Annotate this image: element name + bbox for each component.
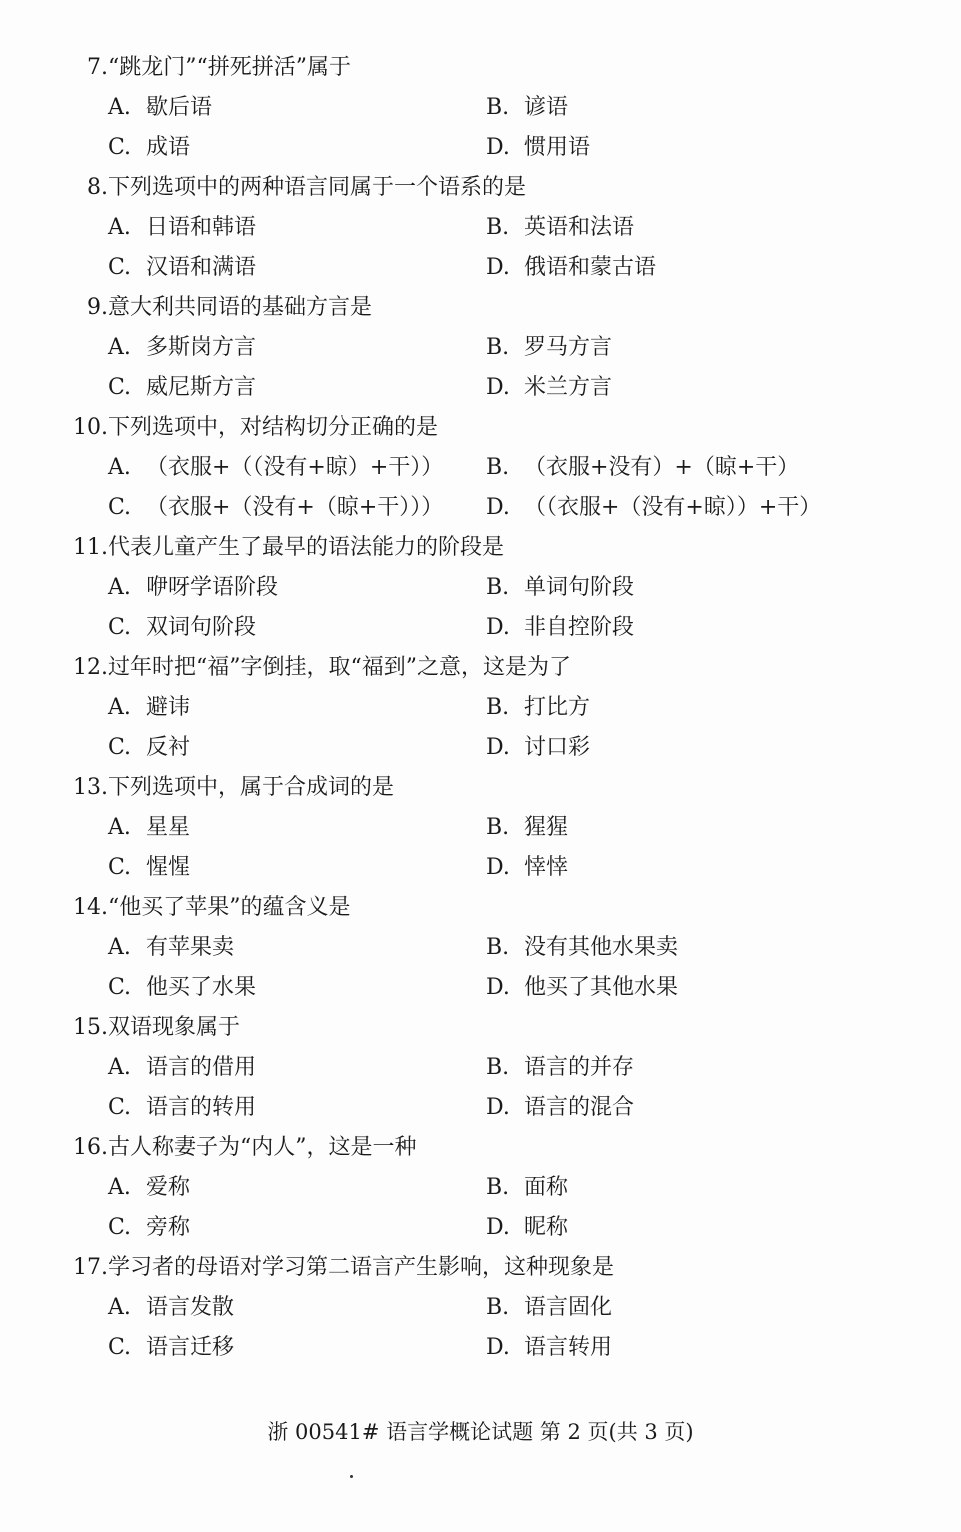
option-text: 语言迁移 <box>146 1335 235 1360</box>
option-c <box>62 128 486 168</box>
option-text: 语言的并存 <box>524 1055 635 1080</box>
option-letter: C. <box>108 615 132 640</box>
option-a <box>62 688 486 728</box>
option-b <box>486 568 886 608</box>
question-stem <box>62 648 902 688</box>
option-row <box>62 248 902 288</box>
question-text: 过年时把“福”字倒挂，取“福到”之意，这是为了 <box>108 655 571 680</box>
option-row <box>62 928 902 968</box>
question-number: 11. <box>73 535 108 560</box>
option-letter: A. <box>108 95 131 120</box>
option-text: 多斯岗方言 <box>146 335 257 360</box>
option-text: 悻悻 <box>524 855 569 880</box>
question-list <box>62 48 902 1368</box>
question-text: 代表儿童产生了最早的语法能力的阶段是 <box>108 535 505 560</box>
question-text: 下列选项中，属于合成词的是 <box>108 775 395 800</box>
option-row <box>62 128 902 168</box>
question-item <box>62 528 902 648</box>
question-text: 双语现象属于 <box>108 1015 241 1040</box>
option-a <box>62 328 486 368</box>
option-letter: D. <box>486 1335 510 1360</box>
question-item <box>62 1248 902 1368</box>
option-b <box>486 328 886 368</box>
option-text: 有苹果卖 <box>146 935 235 960</box>
option-letter: D. <box>486 495 510 520</box>
question-number: 12. <box>73 655 108 680</box>
option-b <box>486 688 886 728</box>
option-letter: B. <box>486 1295 510 1320</box>
option-a <box>62 928 486 968</box>
option-text: 汉语和满语 <box>146 255 257 280</box>
option-letter: D. <box>486 735 510 760</box>
option-row <box>62 448 902 488</box>
option-letter: A. <box>108 575 131 600</box>
question-number: 8. <box>87 175 108 200</box>
option-text: 非自控阶段 <box>524 615 635 640</box>
option-b <box>486 448 886 488</box>
option-text: 俄语和蒙古语 <box>524 255 657 280</box>
option-letter: A. <box>108 215 131 240</box>
option-d <box>486 1208 886 1248</box>
question-stem <box>62 1008 902 1048</box>
option-text: 双词句阶段 <box>146 615 257 640</box>
option-letter: B. <box>486 695 510 720</box>
question-stem <box>62 48 902 88</box>
option-d <box>486 728 886 768</box>
option-letter: D. <box>486 1215 510 1240</box>
option-a <box>62 1168 486 1208</box>
option-row <box>62 328 902 368</box>
option-text: 昵称 <box>524 1215 569 1240</box>
option-letter: B. <box>486 215 510 240</box>
option-letter: B. <box>486 1175 510 1200</box>
option-text: 语言的借用 <box>146 1055 257 1080</box>
option-c <box>62 968 486 1008</box>
question-stem <box>62 888 902 928</box>
option-letter: C. <box>108 975 132 1000</box>
option-text: 星星 <box>146 815 191 840</box>
option-letter: A. <box>108 1295 131 1320</box>
option-row <box>62 1328 902 1368</box>
option-b <box>486 88 886 128</box>
option-text: （（衣服+（没有+晾））+干） <box>524 495 822 520</box>
option-text: 惯用语 <box>524 135 591 160</box>
option-text: 威尼斯方言 <box>146 375 257 400</box>
question-stem <box>62 168 902 208</box>
option-text: 语言的转用 <box>146 1095 257 1120</box>
option-c <box>62 248 486 288</box>
option-row <box>62 968 902 1008</box>
option-row <box>62 568 902 608</box>
option-a <box>62 568 486 608</box>
option-c <box>62 488 486 528</box>
question-text: 意大利共同语的基础方言是 <box>108 295 373 320</box>
question-number: 14. <box>73 895 108 920</box>
question-text: 下列选项中的两种语言同属于一个语系的是 <box>108 175 527 200</box>
option-d <box>486 368 886 408</box>
question-number: 15. <box>73 1015 108 1040</box>
question-item <box>62 48 902 168</box>
option-b <box>486 208 886 248</box>
question-text: “他买了苹果”的蕴含义是 <box>108 895 351 920</box>
option-d <box>486 848 886 888</box>
option-text: 成语 <box>146 135 191 160</box>
question-stem <box>62 408 902 448</box>
option-letter: C. <box>108 375 132 400</box>
question-text: 学习者的母语对学习第二语言产生影响，这种现象是 <box>108 1255 615 1280</box>
option-text: 讨口彩 <box>524 735 591 760</box>
option-c <box>62 1328 486 1368</box>
option-c <box>62 848 486 888</box>
option-letter: C. <box>108 135 132 160</box>
option-text: 没有其他水果卖 <box>524 935 679 960</box>
option-letter: C. <box>108 1215 132 1240</box>
option-letter: A. <box>108 455 131 480</box>
option-b <box>486 1288 886 1328</box>
option-letter: D. <box>486 975 510 1000</box>
option-c <box>62 728 486 768</box>
question-item <box>62 288 902 408</box>
option-letter: C. <box>108 255 132 280</box>
option-d <box>486 248 886 288</box>
option-text: 语言发散 <box>146 1295 235 1320</box>
option-text: （衣服+（没有+（晾+干））） <box>146 495 444 520</box>
question-stem <box>62 288 902 328</box>
question-item <box>62 648 902 768</box>
option-letter: D. <box>486 615 510 640</box>
option-a <box>62 208 486 248</box>
option-a <box>62 1048 486 1088</box>
option-letter: A. <box>108 1175 131 1200</box>
question-number: 17. <box>73 1255 108 1280</box>
option-b <box>486 808 886 848</box>
option-text: （衣服+没有）+（晾+干） <box>524 455 800 480</box>
option-letter: D. <box>486 855 510 880</box>
option-letter: A. <box>108 335 131 360</box>
option-row <box>62 88 902 128</box>
option-row <box>62 1048 902 1088</box>
question-number: 13. <box>73 775 108 800</box>
option-row <box>62 1168 902 1208</box>
option-a <box>62 1288 486 1328</box>
option-text: 猩猩 <box>524 815 569 840</box>
option-letter: A. <box>108 815 131 840</box>
option-d <box>486 128 886 168</box>
question-stem <box>62 1248 902 1288</box>
option-text: 他买了水果 <box>146 975 257 1000</box>
question-text: 下列选项中，对结构切分正确的是 <box>108 415 439 440</box>
option-a <box>62 448 486 488</box>
option-row <box>62 728 902 768</box>
option-letter: C. <box>108 1095 132 1120</box>
question-number: 7. <box>87 55 108 80</box>
question-stem <box>62 768 902 808</box>
option-text: 旁称 <box>146 1215 191 1240</box>
option-letter: A. <box>108 695 131 720</box>
question-item <box>62 888 902 1008</box>
option-row <box>62 488 902 528</box>
option-text: 歇后语 <box>146 95 213 120</box>
option-c <box>62 1088 486 1128</box>
question-item <box>62 408 902 528</box>
option-text: 语言固化 <box>524 1295 613 1320</box>
option-letter: C. <box>108 855 132 880</box>
option-text: 米兰方言 <box>524 375 613 400</box>
option-row <box>62 1088 902 1128</box>
option-row <box>62 608 902 648</box>
question-stem <box>62 528 902 568</box>
option-c <box>62 608 486 648</box>
option-d <box>486 1088 886 1128</box>
question-stem <box>62 1128 902 1168</box>
option-a <box>62 808 486 848</box>
question-item <box>62 768 902 888</box>
question-number: 10. <box>73 415 108 440</box>
option-text: 语言转用 <box>524 1335 613 1360</box>
option-text: 咿呀学语阶段 <box>146 575 279 600</box>
option-d <box>486 968 886 1008</box>
option-a <box>62 88 486 128</box>
option-letter: B. <box>486 335 510 360</box>
question-number: 16. <box>73 1135 108 1160</box>
option-letter: D. <box>486 255 510 280</box>
option-d <box>486 608 886 648</box>
scan-speck <box>350 1475 353 1478</box>
option-text: 面称 <box>524 1175 569 1200</box>
option-b <box>486 928 886 968</box>
option-letter: B. <box>486 455 510 480</box>
option-row <box>62 368 902 408</box>
option-letter: B. <box>486 575 510 600</box>
option-row <box>62 808 902 848</box>
question-number: 9. <box>87 295 108 320</box>
option-letter: C. <box>108 1335 132 1360</box>
option-d <box>486 1328 886 1368</box>
option-c <box>62 368 486 408</box>
option-letter: A. <box>108 935 131 960</box>
option-text: 日语和韩语 <box>146 215 257 240</box>
option-text: 谚语 <box>524 95 569 120</box>
option-letter: B. <box>486 95 510 120</box>
option-row <box>62 848 902 888</box>
option-c <box>62 1208 486 1248</box>
option-row <box>62 1208 902 1248</box>
option-text: 他买了其他水果 <box>524 975 679 1000</box>
option-text: （衣服+（（没有+晾）+干）） <box>146 455 444 480</box>
question-item <box>62 1128 902 1248</box>
page-footer: 浙 00541# 语言学概论试题 第 2 页(共 3 页) <box>267 1420 694 1444</box>
option-text: 打比方 <box>524 695 591 720</box>
option-d <box>486 488 886 528</box>
option-letter: D. <box>486 1095 510 1120</box>
option-row <box>62 688 902 728</box>
question-text: “跳龙门”“拼死拼活”属于 <box>108 55 351 80</box>
question-item <box>62 1008 902 1128</box>
option-letter: D. <box>486 135 510 160</box>
option-text: 避讳 <box>146 695 191 720</box>
option-b <box>486 1168 886 1208</box>
option-text: 反衬 <box>146 735 191 760</box>
option-b <box>486 1048 886 1088</box>
option-text: 罗马方言 <box>524 335 613 360</box>
option-letter: B. <box>486 815 510 840</box>
question-item <box>62 168 902 288</box>
option-letter: C. <box>108 495 132 520</box>
option-text: 惺惺 <box>146 855 191 880</box>
option-text: 语言的混合 <box>524 1095 635 1120</box>
option-letter: D. <box>486 375 510 400</box>
option-text: 英语和法语 <box>524 215 635 240</box>
question-text: 古人称妻子为“内人”，这是一种 <box>108 1135 417 1160</box>
option-letter: A. <box>108 1055 131 1080</box>
option-letter: B. <box>486 1055 510 1080</box>
option-letter: B. <box>486 935 510 960</box>
option-text: 单词句阶段 <box>524 575 635 600</box>
option-row <box>62 208 902 248</box>
option-text: 爱称 <box>146 1175 191 1200</box>
option-letter: C. <box>108 735 132 760</box>
option-row <box>62 1288 902 1328</box>
